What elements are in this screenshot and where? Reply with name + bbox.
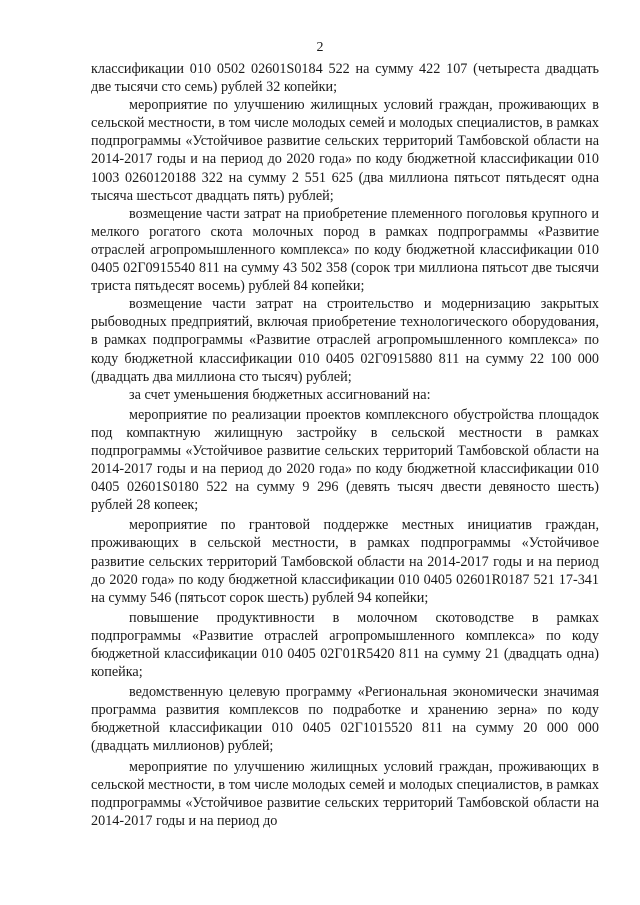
paragraph: классификации 010 0502 02601S0184 522 на сумму 422 107 (четыреста двадцать две тысячи сто семь) рублей 32 копейки; [91,61,599,96]
paragraph: возмещение части затрат на строительство и модернизацию закрытых рыбоводных предприятий, включая приобретение технологического оборудования, в рамках подпрограммы «Развитие отраслей агропромышленного комплекса» по коду бюджетной классификации 010 0405 02Г0915880 811 на сумму 22 100 000 (двадцать два миллиона сто тысяч) рублей; [91,296,599,385]
page-number: 2 [316,40,324,55]
paragraph: возмещение части затрат на приобретение племенного поголовья крупного и мелкого рогатого скота молочных пород в рамках подпрограммы «Развитие отраслей агропромышленного комплекса» по коду бюджетной классификации 010 0405 02Г0915540 811 на сумму 43 502 358 (сорок три миллиона пятьсот две тысячи триста пятьдесят восемь) рублей 84 копейки; [91,205,599,295]
paragraph: мероприятие по грантовой поддержке местных инициатив граждан, проживающих в сельской местности, в рамках подпрограммы «Устойчивое развитие сельских территорий Тамбовской области на 2014-2017 годы и на период до 2020 года» по коду бюджетной классификации 010 0405 02601R0187 521 17-341 на сумму 546 (пятьсот сорок шесть) рублей 94 копейки; [91,517,599,606]
paragraph: за счет уменьшения бюджетных ассигнований на: [129,386,431,403]
document-body [91,60,599,830]
paragraph: ведомственную целевую программу «Региональная экономически значимая программа развития комплексов по подработке и хранению зерна» по коду бюджетной классификации 010 0405 02Г1015520 811 на сумму 20 000 000 (двадцать миллионов) рублей; [91,684,599,755]
paragraph: мероприятие по реализации проектов комплексного обустройства площадок под компактную жилищную застройку в сельской местности в рамках подпрограммы «Устойчивое развитие сельских территорий Тамбовской области на 2014-2017 годы и на период до 2020 года» по коду бюджетной классификации 010 0405 02601S0180 522 на сумму 9 296 (девять тысяч двести девяносто шесть) рублей 28 копеек; [91,406,599,514]
paragraph: мероприятие по улучшению жилищных условий граждан, проживающих в сельской местности, в том числе молодых семей и молодых специалистов, в рамках подпрограммы «Устойчивое развитие сельских территорий Тамбовской области на 2014-2017 годы и на период до 2020 года» по коду бюджетной классификации 010 1003 0260120188 322 на сумму 2 551 625 (два миллиона пятьсот пятьдесят одна тысяча шестьсот двадцать пять) рублей; [91,97,599,204]
paragraph: мероприятие по улучшению жилищных условий граждан, проживающих в сельской местности, в том числе молодых семей и молодых специалистов, в рамках подпрограммы «Устойчивое развитие сельских территорий Тамбовской области на 2014-2017 годы и на период до [91,758,599,829]
paragraph: повышение продуктивности в молочном скотоводстве в рамках подпрограммы «Развитие отраслей агропромышленного комплекса» по коду бюджетной классификации 010 0405 02Г01R5420 811 на сумму 21 (двадцать одна) копейка; [91,609,599,681]
